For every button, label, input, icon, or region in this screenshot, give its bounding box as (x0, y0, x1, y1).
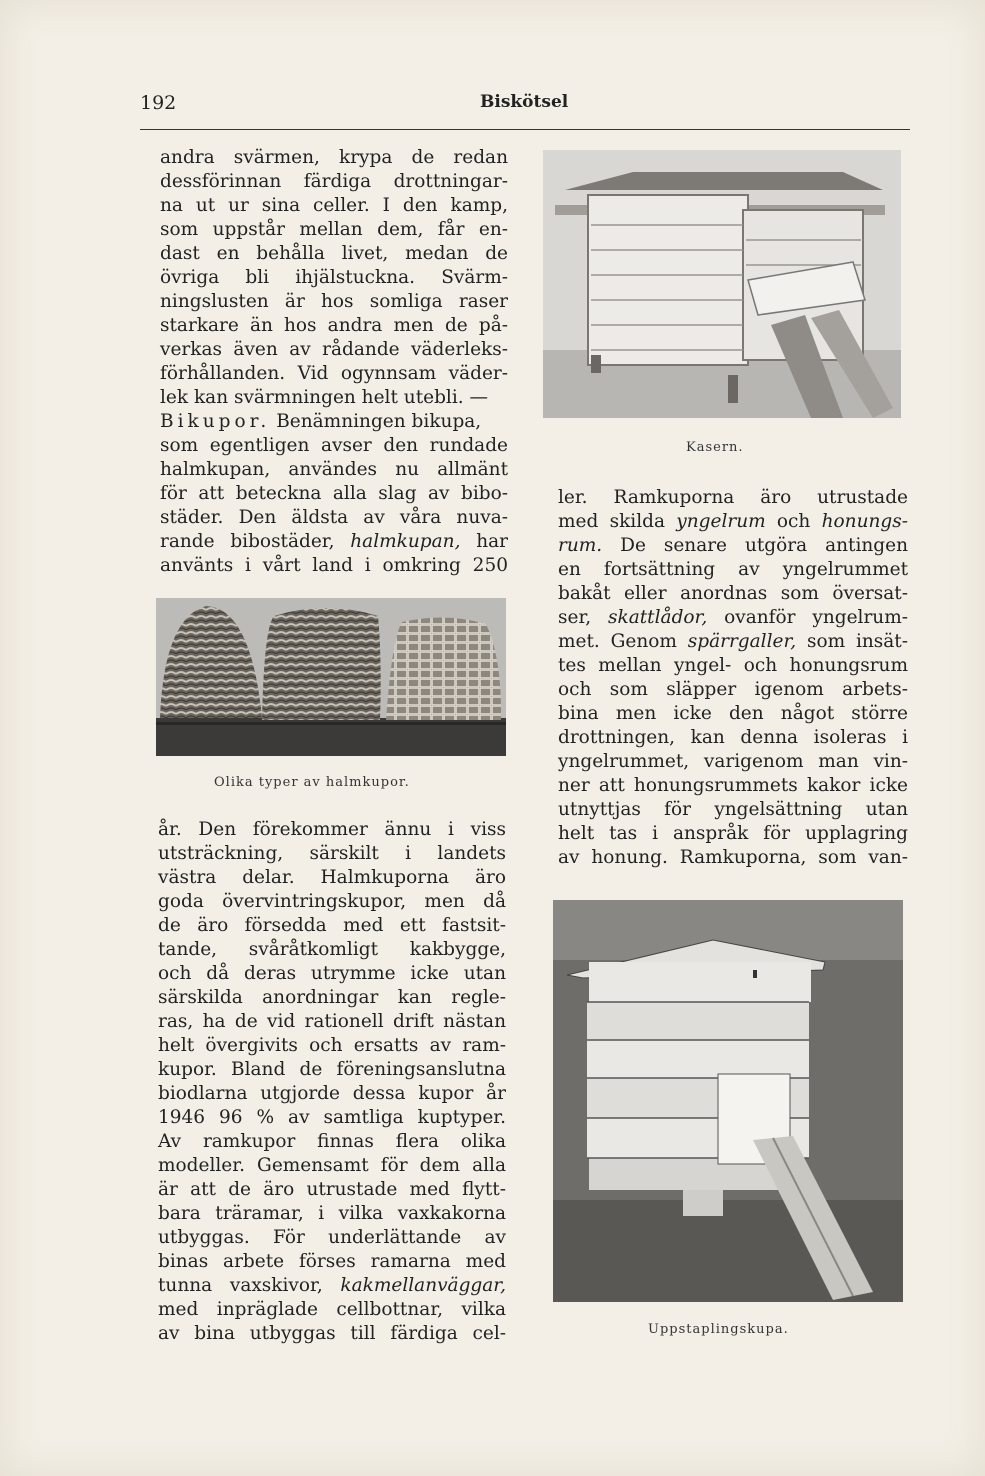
italic-term: spärrgaller, (687, 631, 797, 652)
text-line: av bina utbyggas till färdiga cel- (158, 1323, 506, 1344)
text-line (160, 530, 508, 554)
text-line: och som släpper igenom arbets- (558, 679, 908, 700)
text-line: goda övervintringskupor, men då (158, 891, 506, 912)
text-line: västra delar. Halmkuporna äro (158, 867, 506, 888)
text-line: och då deras utrymme icke utan (158, 963, 506, 984)
text-line (558, 630, 908, 654)
text-line: binas arbete förses ramarna med (158, 1251, 506, 1272)
text-line: för att beteckna alla slag av bibo- (160, 483, 508, 504)
text-line: halmkupan, användes nu allmänt (160, 459, 508, 480)
kasern-hive-photo (543, 150, 901, 418)
text-line: städer. Den äldsta av våra nuva- (160, 507, 508, 528)
text-line (558, 510, 908, 534)
text-line: 1946 96 % av samtliga kuptyper. (158, 1107, 506, 1128)
stacked-hive-photo (553, 900, 903, 1302)
text-line: med inpräglade cellbottnar, vilka (158, 1299, 506, 1320)
caption-stack: Uppstaplingskupa. (648, 1322, 789, 1337)
text-span: och (765, 511, 822, 532)
text-line: modeller. Gemensamt för dem alla (158, 1155, 506, 1176)
text-line: använts i vårt land i omkring 250 (160, 555, 508, 576)
text-line: övriga bli ihjälstuckna. Svärm- (160, 267, 508, 288)
text-line: av honung. Ramkuporna, som van- (558, 847, 908, 868)
text-line: bakåt eller anordnas som översat- (558, 583, 908, 604)
text-line: utsträckning, särskilt i landets (158, 843, 506, 864)
text-line: utbyggas. För underlättande av (158, 1227, 506, 1248)
text-span: med skilda (558, 511, 677, 532)
text-line: en fortsättning av yngelrummet (558, 559, 908, 580)
text-line: förhållanden. Vid ogynnsam väder- (160, 363, 508, 384)
text-line (558, 606, 908, 630)
text-line: andra svärmen, krypa de redan (160, 147, 508, 168)
text-line: tes mellan yngel- och honungsrum (558, 655, 908, 676)
italic-term: kakmellanväggar, (340, 1275, 506, 1296)
text-span: har (460, 531, 508, 552)
right-column (558, 486, 908, 870)
left-column-top (160, 146, 508, 578)
text-line: ras, ha de vid rationell drift nästan (158, 1011, 506, 1032)
text-span: tunna vaxskivor, (158, 1275, 341, 1296)
text-line: ler. Ramkuporna äro utrustade (558, 487, 908, 508)
text-line: na ut ur sina celler. I den kamp, (160, 195, 508, 216)
text-span: ser, (558, 607, 609, 628)
text-line: ner att honungsrummets kakor icke (558, 775, 908, 796)
bikupor-rest: Benämningen bikupa, (270, 411, 482, 432)
caption-skeps: Olika typer av halmkupor. (214, 775, 410, 790)
text-line: som uppstår mellan dem, får en- (160, 219, 508, 240)
caption-kasern: Kasern. (686, 440, 744, 455)
header-rule (140, 129, 910, 130)
text-line: bina men icke den något större (558, 703, 908, 724)
italic-term: skattlådor, (608, 607, 708, 628)
text-line (558, 534, 908, 558)
left-column-bottom (158, 818, 506, 1346)
text-span: met. Genom (558, 631, 688, 652)
bikupor-heading: Bikupor. (160, 411, 271, 432)
text-line: tande, svåråtkomligt kakbygge, (158, 939, 506, 960)
text-line: särskilda anordningar kan regle- (158, 987, 506, 1008)
running-title: Biskötsel (480, 92, 569, 112)
text-line: är att de äro utrustade med flytt- (158, 1179, 506, 1200)
page-header (140, 92, 910, 126)
text-span: De senare utgöra antingen (602, 535, 908, 556)
page-number: 192 (140, 92, 177, 114)
text-line: biodlarna utgjorde dessa kupor år (158, 1083, 506, 1104)
text-line: lek kan svärmningen helt utebli. — (160, 387, 489, 408)
text-span: rande bibostäder, (160, 531, 351, 552)
text-span: som insät- (796, 631, 908, 652)
text-line: dast en behålla livet, medan de (160, 243, 508, 264)
text-line: de äro försedda med ett fastsit- (158, 915, 506, 936)
text-line (160, 410, 508, 434)
text-span: ovanför yngelrum- (707, 607, 908, 628)
text-line: utnyttjas för yngelsättning utan (558, 799, 908, 820)
italic-term: honungs- (821, 511, 908, 532)
italic-term: halmkupan, (350, 531, 461, 552)
text-line: verkas även av rådande väderleks- (160, 339, 508, 360)
text-line: bara träramar, i vilka vaxkakorna (158, 1203, 506, 1224)
text-line: dessförinnan färdiga drottningar- (160, 171, 508, 192)
text-line: helt tas i anspråk för upplagring (558, 823, 908, 844)
text-line: starkare än hos andra men de på- (160, 315, 508, 336)
text-line (158, 1274, 506, 1298)
text-line: kupor. Bland de föreningsanslutna (158, 1059, 506, 1080)
text-line: ningslusten är hos somliga raser (160, 291, 508, 312)
text-line: helt övergivits och ersatts av ram- (158, 1035, 506, 1056)
italic-term: yngelrum (676, 511, 766, 532)
text-line: yngelrummet, varigenom man vin- (558, 751, 908, 772)
text-line: Av ramkupor finnas flera olika (158, 1131, 506, 1152)
italic-term: rum. (558, 535, 603, 556)
straw-skeps-photo (156, 598, 506, 756)
text-line: år. Den förekommer ännu i viss (158, 819, 506, 840)
text-line: drottningen, kan denna isoleras i (558, 727, 908, 748)
text-line: som egentligen avser den rundade (160, 435, 508, 456)
